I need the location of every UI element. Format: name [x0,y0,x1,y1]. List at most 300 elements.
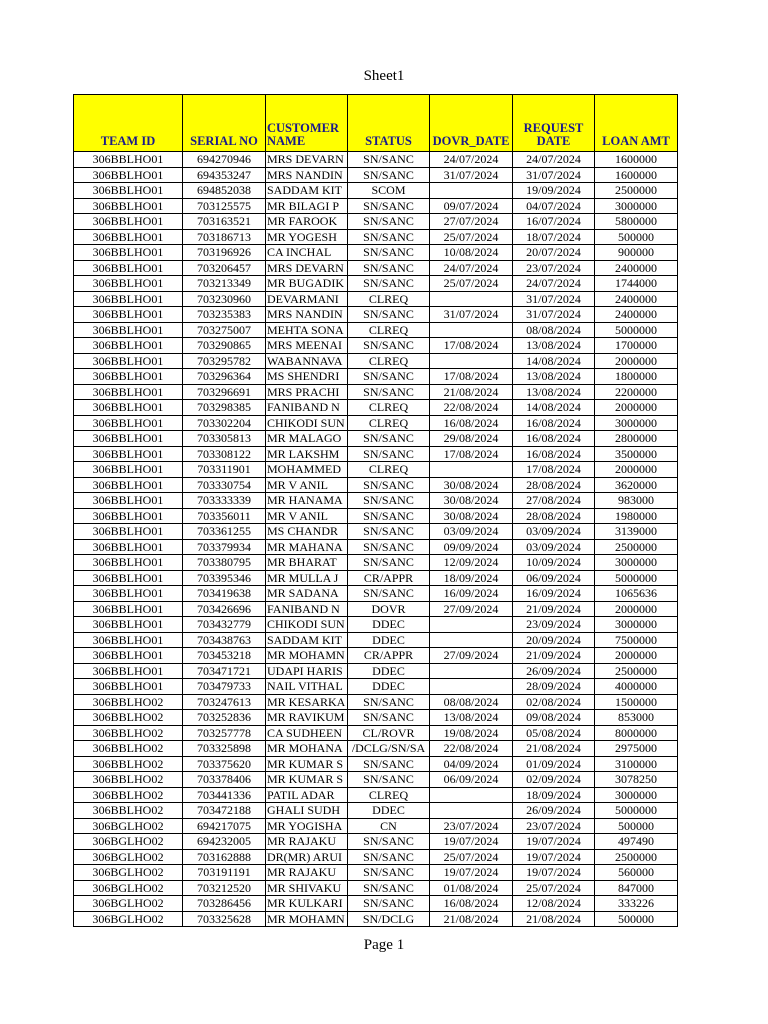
cell-loan-amt: 1500000 [595,694,678,710]
cell-request-date: 17/08/2024 [513,462,595,478]
cell-status: SN/SANC [348,756,430,772]
cell-dovr-date: 29/08/2024 [430,431,513,447]
table-row [74,539,678,555]
cell-serial-no: 703441336 [183,787,266,803]
cell-team-id: 306BBLHO01 [74,617,183,633]
table-row [74,679,678,695]
cell-serial-no: 703275007 [183,322,266,338]
cell-loan-amt: 497490 [595,834,678,850]
cell-request-date: 31/07/2024 [513,291,595,307]
cell-request-date: 28/08/2024 [513,477,595,493]
cell-request-date: 20/09/2024 [513,632,595,648]
cell-loan-amt: 3000000 [595,415,678,431]
cell-loan-amt: 5000000 [595,570,678,586]
cell-status: CR/APPR [348,648,430,664]
cell-request-date: 06/09/2024 [513,570,595,586]
cell-loan-amt: 847000 [595,880,678,896]
cell-dovr-date: 08/08/2024 [430,694,513,710]
cell-request-date: 25/07/2024 [513,880,595,896]
table-row [74,818,678,834]
cell-status: DDEC [348,663,430,679]
cell-serial-no: 703191191 [183,865,266,881]
cell-request-date: 16/07/2024 [513,214,595,230]
table-row [74,245,678,261]
table-row [74,508,678,524]
cell-loan-amt: 2500000 [595,183,678,199]
cell-customer-name: MR V ANIL [266,477,348,493]
cell-dovr-date [430,322,513,338]
cell-customer-name: MR MALAGO [266,431,348,447]
table-row [74,167,678,183]
cell-dovr-date: 22/08/2024 [430,400,513,416]
cell-status: SCOM [348,183,430,199]
cell-dovr-date: 30/08/2024 [430,477,513,493]
cell-customer-name: MOHAMMED [266,462,348,478]
cell-serial-no: 703375620 [183,756,266,772]
cell-loan-amt: 1800000 [595,369,678,385]
table-row [74,632,678,648]
cell-customer-name: MS CHANDR [266,524,348,540]
cell-status: DOVR [348,601,430,617]
cell-customer-name: MR MOHANA [266,741,348,757]
cell-loan-amt: 900000 [595,245,678,261]
cell-dovr-date: 16/08/2024 [430,896,513,912]
cell-team-id: 306BBLHO01 [74,245,183,261]
cell-team-id: 306BBLHO01 [74,663,183,679]
cell-team-id: 306BGLHO02 [74,911,183,927]
cell-customer-name: MR KUMAR S [266,756,348,772]
table-row [74,663,678,679]
cell-serial-no: 703378406 [183,772,266,788]
header-status: STATUS [348,95,430,152]
cell-status: SN/SANC [348,586,430,602]
cell-team-id: 306BGLHO02 [74,818,183,834]
cell-dovr-date: 25/07/2024 [430,849,513,865]
cell-serial-no: 703252836 [183,710,266,726]
cell-status: SN/SANC [348,369,430,385]
table-row [74,214,678,230]
cell-customer-name: MR BILAGI P [266,198,348,214]
cell-customer-name: CHIKODI SUN [266,415,348,431]
cell-serial-no: 703479733 [183,679,266,695]
cell-serial-no: 703163521 [183,214,266,230]
table-row [74,617,678,633]
cell-team-id: 306BBLHO01 [74,338,183,354]
cell-dovr-date [430,663,513,679]
cell-status: SN/SANC [348,338,430,354]
cell-serial-no: 703333339 [183,493,266,509]
cell-team-id: 306BBLHO01 [74,601,183,617]
table-row [74,183,678,199]
table-row [74,880,678,896]
cell-dovr-date: 16/09/2024 [430,586,513,602]
table-row [74,353,678,369]
cell-request-date: 24/07/2024 [513,276,595,292]
cell-status: SN/SANC [348,384,430,400]
cell-status: SN/SANC [348,849,430,865]
cell-dovr-date: 24/07/2024 [430,260,513,276]
cell-team-id: 306BBLHO01 [74,322,183,338]
cell-status: SN/SANC [348,834,430,850]
cell-team-id: 306BBLHO02 [74,725,183,741]
cell-request-date: 12/08/2024 [513,896,595,912]
cell-loan-amt: 500000 [595,818,678,834]
cell-serial-no: 694217075 [183,818,266,834]
cell-dovr-date [430,787,513,803]
cell-serial-no: 703472188 [183,803,266,819]
cell-serial-no: 703247613 [183,694,266,710]
cell-serial-no: 694232005 [183,834,266,850]
table-row [74,322,678,338]
cell-status: CLREQ [348,400,430,416]
table-row [74,896,678,912]
cell-status: SN/SANC [348,167,430,183]
cell-team-id: 306BGLHO02 [74,880,183,896]
cell-serial-no: 703196926 [183,245,266,261]
table-row [74,586,678,602]
cell-serial-no: 703380795 [183,555,266,571]
table-row [74,834,678,850]
cell-team-id: 306BBLHO01 [74,369,183,385]
table-row [74,307,678,323]
table-row [74,911,678,927]
table-row [74,369,678,385]
cell-status: DDEC [348,632,430,648]
cell-serial-no: 694852038 [183,183,266,199]
cell-dovr-date [430,803,513,819]
cell-team-id: 306BBLHO02 [74,756,183,772]
cell-customer-name: MR BUGADIK [266,276,348,292]
cell-team-id: 306BGLHO02 [74,834,183,850]
cell-team-id: 306BBLHO01 [74,260,183,276]
cell-serial-no: 703426696 [183,601,266,617]
cell-status: SN/SANC [348,431,430,447]
cell-customer-name: WABANNAVA [266,353,348,369]
cell-serial-no: 703356011 [183,508,266,524]
cell-status: CLREQ [348,322,430,338]
cell-dovr-date [430,462,513,478]
cell-request-date: 26/09/2024 [513,663,595,679]
cell-dovr-date: 19/07/2024 [430,834,513,850]
cell-dovr-date [430,679,513,695]
cell-status: SN/SANC [348,710,430,726]
cell-loan-amt: 1065636 [595,586,678,602]
cell-customer-name: MR HANAMA [266,493,348,509]
cell-customer-name: MR SHIVAKU [266,880,348,896]
cell-serial-no: 703213349 [183,276,266,292]
cell-customer-name: CA INCHAL [266,245,348,261]
cell-dovr-date: 06/09/2024 [430,772,513,788]
cell-status: SN/SANC [348,694,430,710]
cell-status: SN/SANC [348,152,430,168]
cell-serial-no: 703290865 [183,338,266,354]
cell-team-id: 306BBLHO01 [74,400,183,416]
header-dovr-date: DOVR_DATE [430,95,513,152]
cell-request-date: 03/09/2024 [513,524,595,540]
cell-status: CN [348,818,430,834]
cell-customer-name: CHIKODI SUN [266,617,348,633]
cell-loan-amt: 2200000 [595,384,678,400]
cell-serial-no: 703395346 [183,570,266,586]
cell-loan-amt: 1600000 [595,167,678,183]
table-row [74,756,678,772]
cell-customer-name: MRS PRACHI [266,384,348,400]
cell-loan-amt: 5000000 [595,803,678,819]
cell-status: DDEC [348,617,430,633]
cell-dovr-date: 19/08/2024 [430,725,513,741]
cell-customer-name: FANIBAND N [266,400,348,416]
cell-status: SN/SANC [348,198,430,214]
cell-status: SN/SANC [348,276,430,292]
cell-request-date: 04/07/2024 [513,198,595,214]
cell-loan-amt: 3000000 [595,787,678,803]
cell-loan-amt: 2000000 [595,400,678,416]
cell-request-date: 10/09/2024 [513,555,595,571]
cell-serial-no: 703125575 [183,198,266,214]
cell-loan-amt: 1700000 [595,338,678,354]
cell-dovr-date: 27/07/2024 [430,214,513,230]
cell-customer-name: MRS NANDIN [266,307,348,323]
cell-request-date: 02/09/2024 [513,772,595,788]
table-row [74,260,678,276]
sheet-title: Sheet1 [363,68,405,84]
cell-dovr-date: 21/08/2024 [430,911,513,927]
cell-customer-name: DEVARMANI [266,291,348,307]
table-row [74,725,678,741]
cell-team-id: 306BBLHO01 [74,632,183,648]
table-row [74,524,678,540]
cell-serial-no: 703330754 [183,477,266,493]
cell-serial-no: 703212520 [183,880,266,896]
cell-customer-name: MR FAROOK [266,214,348,230]
cell-status: CR/APPR [348,570,430,586]
cell-dovr-date: 30/08/2024 [430,508,513,524]
cell-customer-name: MR BHARAT [266,555,348,571]
cell-dovr-date: 17/08/2024 [430,369,513,385]
header-row [74,95,678,152]
cell-team-id: 306BGLHO02 [74,849,183,865]
cell-request-date: 21/09/2024 [513,648,595,664]
cell-dovr-date: 09/07/2024 [430,198,513,214]
cell-loan-amt: 5800000 [595,214,678,230]
cell-customer-name: MR LAKSHM [266,446,348,462]
cell-request-date: 18/07/2024 [513,229,595,245]
cell-team-id: 306BBLHO02 [74,710,183,726]
cell-team-id: 306BBLHO01 [74,539,183,555]
cell-request-date: 27/08/2024 [513,493,595,509]
table-row [74,462,678,478]
cell-dovr-date: 18/09/2024 [430,570,513,586]
table-row [74,338,678,354]
cell-loan-amt: 1980000 [595,508,678,524]
cell-dovr-date: 12/09/2024 [430,555,513,571]
cell-team-id: 306BBLHO01 [74,167,183,183]
cell-dovr-date: 09/09/2024 [430,539,513,555]
cell-customer-name: MR RAJAKU [266,865,348,881]
cell-status: SN/SANC [348,508,430,524]
cell-status: DDEC [348,679,430,695]
cell-dovr-date: 30/08/2024 [430,493,513,509]
cell-team-id: 306BBLHO01 [74,570,183,586]
cell-serial-no: 703453218 [183,648,266,664]
table-row [74,865,678,881]
cell-loan-amt: 1744000 [595,276,678,292]
header-loan-amt: LOAN AMT [595,95,678,152]
table-header [74,95,678,152]
table-row [74,415,678,431]
cell-serial-no: 703257778 [183,725,266,741]
cell-customer-name: MR V ANIL [266,508,348,524]
cell-request-date: 21/08/2024 [513,911,595,927]
cell-serial-no: 703162888 [183,849,266,865]
cell-team-id: 306BBLHO01 [74,524,183,540]
cell-request-date: 08/08/2024 [513,322,595,338]
cell-status: SN/SANC [348,880,430,896]
cell-customer-name: MS SHENDRI [266,369,348,385]
cell-request-date: 14/08/2024 [513,353,595,369]
cell-team-id: 306BBLHO01 [74,477,183,493]
cell-customer-name: MR KESARKA [266,694,348,710]
cell-status: SN/SANC [348,260,430,276]
cell-request-date: 31/07/2024 [513,167,595,183]
cell-dovr-date: 27/09/2024 [430,601,513,617]
cell-dovr-date [430,632,513,648]
cell-status: SN/SANC [348,493,430,509]
cell-team-id: 306BBLHO01 [74,214,183,230]
cell-request-date: 18/09/2024 [513,787,595,803]
table-row [74,601,678,617]
cell-customer-name: MR RAVIKUM [266,710,348,726]
cell-customer-name: SADDAM KIT [266,183,348,199]
cell-request-date: 19/07/2024 [513,865,595,881]
table-row [74,477,678,493]
cell-customer-name: MR KUMAR S [266,772,348,788]
cell-dovr-date: 31/07/2024 [430,167,513,183]
cell-serial-no: 694353247 [183,167,266,183]
cell-serial-no: 703296691 [183,384,266,400]
cell-serial-no: 703361255 [183,524,266,540]
table-row [74,384,678,400]
cell-loan-amt: 2975000 [595,741,678,757]
cell-serial-no: 703235383 [183,307,266,323]
cell-team-id: 306BBLHO01 [74,462,183,478]
cell-status: /DCLG/SN/SA [348,741,430,757]
cell-loan-amt: 2000000 [595,353,678,369]
cell-team-id: 306BGLHO02 [74,896,183,912]
cell-serial-no: 703302204 [183,415,266,431]
cell-status: SN/SANC [348,229,430,245]
cell-dovr-date: 31/07/2024 [430,307,513,323]
cell-team-id: 306BBLHO01 [74,415,183,431]
cell-dovr-date: 21/08/2024 [430,384,513,400]
cell-loan-amt: 2000000 [595,648,678,664]
cell-customer-name: MRS MEENAI [266,338,348,354]
cell-team-id: 306BBLHO01 [74,384,183,400]
cell-dovr-date: 24/07/2024 [430,152,513,168]
cell-loan-amt: 5000000 [595,322,678,338]
table-row [74,400,678,416]
cell-request-date: 19/09/2024 [513,183,595,199]
table-row [74,570,678,586]
table-row [74,431,678,447]
cell-request-date: 05/08/2024 [513,725,595,741]
cell-request-date: 14/08/2024 [513,400,595,416]
cell-request-date: 19/07/2024 [513,849,595,865]
cell-team-id: 306BBLHO02 [74,787,183,803]
cell-customer-name: MR MOHAMN [266,648,348,664]
cell-loan-amt: 3078250 [595,772,678,788]
table-row [74,493,678,509]
table-row [74,198,678,214]
table-row [74,741,678,757]
cell-customer-name: NAIL VITHAL [266,679,348,695]
cell-dovr-date: 13/08/2024 [430,710,513,726]
cell-status: CLREQ [348,787,430,803]
cell-loan-amt: 2400000 [595,291,678,307]
cell-loan-amt: 3500000 [595,446,678,462]
table-row [74,555,678,571]
cell-loan-amt: 853000 [595,710,678,726]
cell-dovr-date [430,183,513,199]
cell-status: CLREQ [348,462,430,478]
cell-serial-no: 703325628 [183,911,266,927]
cell-loan-amt: 2000000 [595,601,678,617]
cell-serial-no: 703419638 [183,586,266,602]
cell-request-date: 24/07/2024 [513,152,595,168]
cell-team-id: 306BBLHO01 [74,493,183,509]
cell-request-date: 26/09/2024 [513,803,595,819]
table-row [74,772,678,788]
table-body [74,152,678,927]
table-row [74,152,678,168]
cell-request-date: 21/09/2024 [513,601,595,617]
header-team-id: TEAM ID [74,95,183,152]
cell-team-id: 306BBLHO01 [74,586,183,602]
cell-team-id: 306BBLHO02 [74,772,183,788]
cell-team-id: 306BBLHO01 [74,276,183,292]
cell-status: SN/SANC [348,307,430,323]
cell-serial-no: 703379934 [183,539,266,555]
page-footer: Page 1 [363,937,405,953]
cell-team-id: 306BBLHO01 [74,431,183,447]
header-customer-name: CUSTOMER NAME [266,95,348,152]
cell-request-date: 13/08/2024 [513,384,595,400]
cell-loan-amt: 2500000 [595,663,678,679]
cell-status: SN/SANC [348,772,430,788]
cell-dovr-date [430,617,513,633]
cell-team-id: 306BBLHO01 [74,648,183,664]
cell-loan-amt: 1600000 [595,152,678,168]
header-serial-no: SERIAL NO [183,95,266,152]
cell-request-date: 16/09/2024 [513,586,595,602]
cell-team-id: 306BBLHO01 [74,353,183,369]
cell-dovr-date: 17/08/2024 [430,338,513,354]
cell-request-date: 19/07/2024 [513,834,595,850]
cell-dovr-date [430,353,513,369]
cell-request-date: 23/07/2024 [513,818,595,834]
cell-team-id: 306BBLHO01 [74,152,183,168]
cell-customer-name: MR YOGESH [266,229,348,245]
cell-request-date: 16/08/2024 [513,446,595,462]
cell-team-id: 306BBLHO02 [74,694,183,710]
cell-request-date: 23/09/2024 [513,617,595,633]
cell-loan-amt: 4000000 [595,679,678,695]
cell-request-date: 23/07/2024 [513,260,595,276]
table-row [74,849,678,865]
cell-loan-amt: 2800000 [595,431,678,447]
cell-customer-name: MRS DEVARN [266,152,348,168]
cell-request-date: 13/08/2024 [513,338,595,354]
